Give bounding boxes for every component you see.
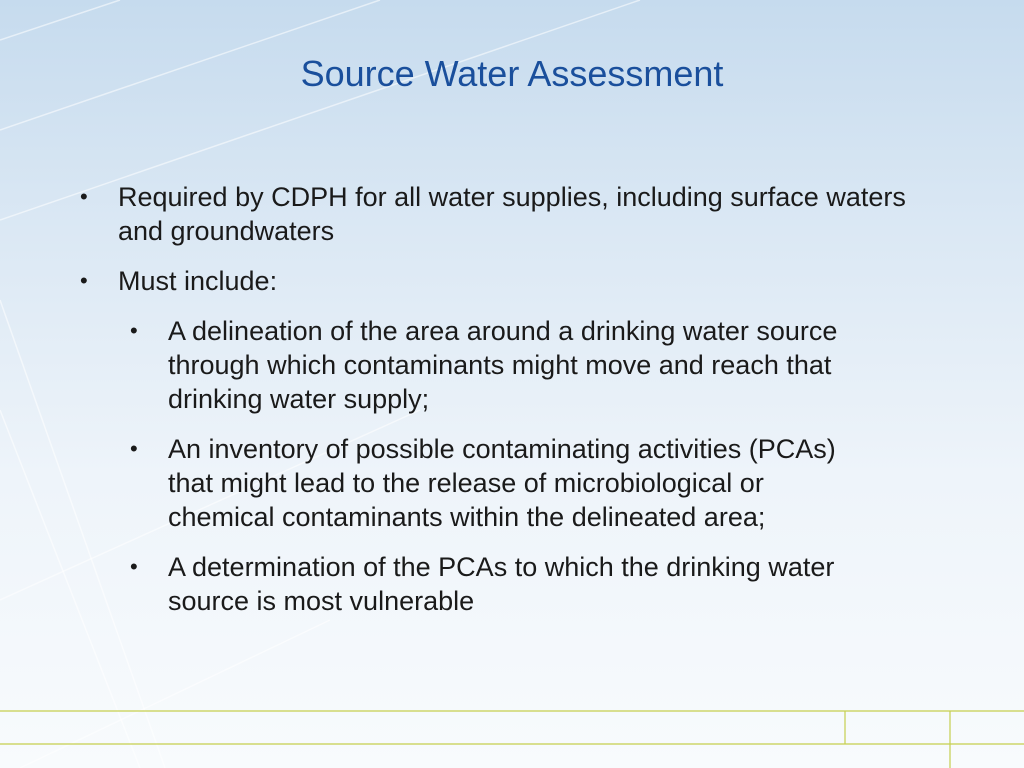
sub-bullet-item bbox=[80, 314, 858, 416]
bullet-glyph: • bbox=[80, 184, 88, 209]
slide-title: Source Water Assessment bbox=[300, 53, 724, 94]
sub-bullet-text: An inventory of possible contaminating activities (PCAs) that might lead to the release of microbiological or chemical contaminants within the delineated area; bbox=[168, 434, 836, 532]
bullet-text: Required by CDPH for all water supplies, including surface waters and groundwaters bbox=[118, 182, 906, 246]
sub-bullet-item bbox=[80, 550, 858, 618]
slide-body bbox=[80, 180, 910, 634]
footer-lines bbox=[0, 711, 1024, 768]
bullet-text: Must include: bbox=[118, 266, 278, 296]
bullet-glyph: • bbox=[130, 554, 138, 579]
sub-bullet-item bbox=[80, 432, 858, 534]
sub-bullet-text: A determination of the PCAs to which the drinking water source is most vulnerable bbox=[168, 552, 835, 616]
bullet-glyph: • bbox=[130, 436, 138, 461]
bullet-item bbox=[80, 180, 910, 248]
bullet-item bbox=[80, 264, 910, 298]
bullet-glyph: • bbox=[130, 318, 138, 343]
sub-bullet-text: A delineation of the area around a drinking water source through which contaminants might move and reach that drinking water supply; bbox=[168, 316, 838, 414]
bullet-glyph: • bbox=[80, 268, 88, 293]
